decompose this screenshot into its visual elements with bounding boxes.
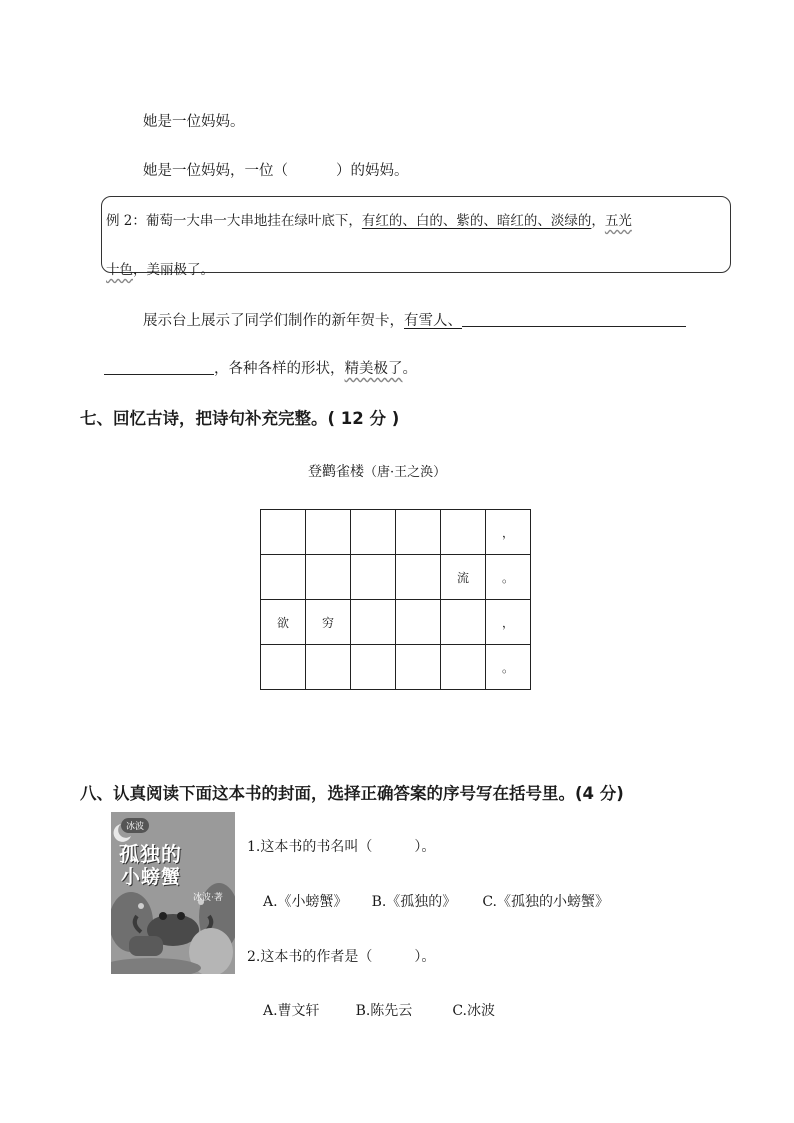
book-title-line-2: 小螃蟹 xyxy=(121,866,182,888)
exercise-text-2: ，各种各样的形状， xyxy=(214,361,345,377)
poem-grid xyxy=(260,509,531,690)
example-text-1: 葡萄一大串一大串地挂在绿叶底下， xyxy=(145,213,362,229)
example-wavy-1: 五光 xyxy=(604,213,632,229)
poem-cell[interactable] xyxy=(261,555,306,600)
q2-option-c[interactable]: C.冰波 xyxy=(452,1003,495,1019)
question-1-options xyxy=(263,891,609,911)
question-2-options xyxy=(263,1000,495,1020)
poem-punct-cell: ， xyxy=(486,600,531,645)
sentence-2-start: 她是一位妈妈，一位（ xyxy=(143,163,288,179)
exercise-answer-line-2[interactable] xyxy=(104,360,214,375)
poem-row xyxy=(261,645,531,690)
poem-row xyxy=(261,510,531,555)
q1-option-a[interactable]: A.《小螃蟹》 xyxy=(263,894,348,910)
poem-cell[interactable] xyxy=(351,510,396,555)
poem-cell: 流 xyxy=(441,555,486,600)
question-1: 1.这本书的书名叫（ ）。 xyxy=(247,839,436,855)
exercise-text-1: 展示台上展示了同学们制作的新年贺卡， xyxy=(143,313,404,329)
poem-cell: 欲 xyxy=(261,600,306,645)
poem-punct-cell: ， xyxy=(486,510,531,555)
poem-cell[interactable] xyxy=(441,645,486,690)
q1-option-b[interactable]: B.《孤独的》 xyxy=(371,894,457,910)
exercise-line-2 xyxy=(104,357,417,378)
sentence-2 xyxy=(143,159,409,180)
poem-author: （唐·王之涣） xyxy=(364,465,447,480)
example-label: 例 2： xyxy=(106,213,146,229)
book-author: 冰波·著 xyxy=(193,893,223,903)
book-title-line-1: 孤独的 xyxy=(119,842,182,866)
exercise-text-end: 。 xyxy=(402,361,417,377)
book-cover-image xyxy=(111,812,235,974)
poem-cell[interactable] xyxy=(441,510,486,555)
q2-option-b[interactable]: B.陈先云 xyxy=(355,1003,413,1019)
poem-title-line xyxy=(308,461,446,481)
example-wavy-2: 十色 xyxy=(106,262,133,278)
poem-cell[interactable] xyxy=(351,645,396,690)
exercise-answer-line-1[interactable] xyxy=(462,312,686,327)
poem-cell[interactable] xyxy=(396,645,441,690)
poem-cell[interactable] xyxy=(261,645,306,690)
poem-punct-cell: 。 xyxy=(486,645,531,690)
poem-row xyxy=(261,600,531,645)
example-underlined: 有红的、白的、紫的、暗红的、淡绿的 xyxy=(361,213,592,229)
poem-row xyxy=(261,555,531,600)
q1-option-c[interactable]: C.《孤独的小螃蟹》 xyxy=(482,894,609,910)
sentence-1: 她是一位妈妈。 xyxy=(143,114,245,130)
poem-cell[interactable] xyxy=(396,600,441,645)
question-2: 2.这本书的作者是（ ）。 xyxy=(247,949,436,965)
poem-cell: 穷 xyxy=(306,600,351,645)
poem-cell[interactable] xyxy=(351,600,396,645)
example-line-2 xyxy=(106,258,214,278)
poem-cell[interactable] xyxy=(396,510,441,555)
sentence-2-end: ）的妈妈。 xyxy=(336,163,409,179)
example-text-2: ，美丽极了。 xyxy=(133,262,214,278)
poem-cell[interactable] xyxy=(396,555,441,600)
example-comma: ， xyxy=(591,213,605,229)
poem-cell[interactable] xyxy=(261,510,306,555)
poem-punct-cell: 。 xyxy=(486,555,531,600)
section-8-heading: 八、认真阅读下面这本书的封面，选择正确答案的序号写在括号里。(4 分) xyxy=(80,784,624,803)
exercise-line-1 xyxy=(143,309,686,330)
poem-cell[interactable] xyxy=(306,555,351,600)
book-brand: 冰波 xyxy=(121,818,149,833)
exercise-underlined: 有雪人、 xyxy=(404,313,462,329)
poem-cell[interactable] xyxy=(306,645,351,690)
exercise-wavy: 精美极了 xyxy=(344,361,403,377)
section-7-heading: 七、回忆古诗，把诗句补充完整。( 12 分 ) xyxy=(80,409,400,428)
poem-cell[interactable] xyxy=(351,555,396,600)
poem-cell[interactable] xyxy=(441,600,486,645)
example-line-1 xyxy=(106,209,632,229)
poem-cell[interactable] xyxy=(306,510,351,555)
q2-option-a[interactable]: A.曹文轩 xyxy=(263,1003,320,1019)
poem-title: 登鹳雀楼 xyxy=(308,464,364,480)
